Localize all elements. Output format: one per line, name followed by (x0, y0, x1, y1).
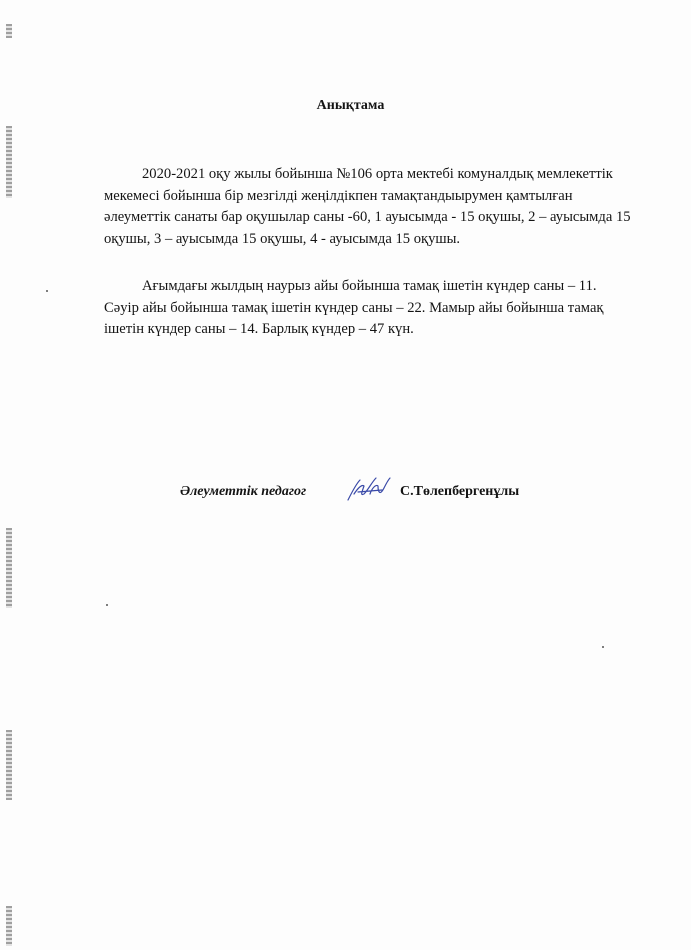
document-title: Анықтама (316, 98, 385, 113)
scan-speck (46, 290, 48, 292)
paragraph-meal-days (104, 276, 632, 341)
paragraph-students (104, 164, 632, 250)
scan-speck (602, 646, 604, 648)
paragraph-meal-days-text: Ағымдағы жылдың наурыз айы бойынша тамақ ішетін күндер саны – 11. Сәуір айы бойынша тамақ ішетін күндер саны – 22. Мамыр айы бойынша тамақ ішетін күндер саны – 14. Барлық күндер – 47 күн. (104, 278, 604, 338)
scan-edge-artifact (6, 906, 12, 946)
scan-edge-artifact (6, 126, 12, 198)
scan-edge-artifact (6, 730, 12, 800)
signature-role: Әлеуметтік педагог (180, 484, 307, 499)
scan-speck (106, 604, 108, 606)
scan-edge-artifact (6, 24, 12, 38)
scan-edge-artifact (6, 528, 12, 608)
paragraph-students-text: 2020-2021 оқу жылы бойынша №106 орта мектебі комуналдық мемлекеттік мекемесі бойынша бір мезгілді жеңілдікпен тамақтандыырумен қамтылған әлеуметтік санаты бар оқушылар саны -60, 1 ауысымда - 15 оқушы, 2 – ауысымда 15 оқушы, 3 – ауысымда 15 оқушы, 4 - ауысымда 15 оқушы. (104, 166, 631, 247)
handwritten-signature (342, 474, 394, 506)
signature-name: С.Төлепбергенұлы (400, 484, 520, 499)
signature-block (180, 474, 580, 514)
